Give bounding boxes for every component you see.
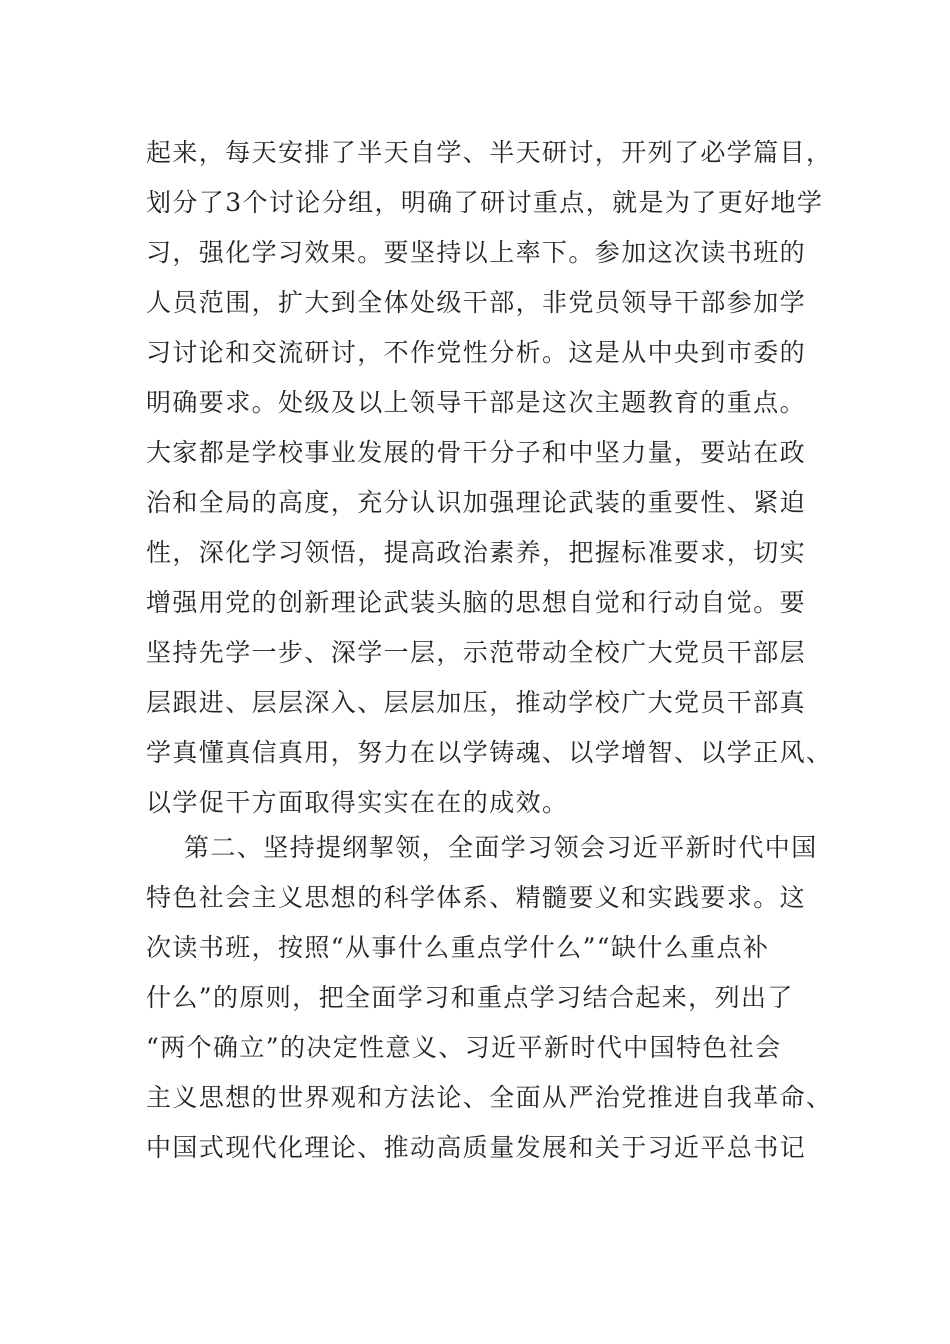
text-line: 主义思想的世界观和方法论、全面从严治党推进自我革命、 <box>146 1083 833 1112</box>
text-line: 学真懂真信真用，努力在以学铸魂、以学增智、以学正风、 <box>146 738 833 767</box>
text-line: 坚持先学一步、深学一层，示范带动全校广大党员干部层 <box>146 638 807 667</box>
text-line: 第二、坚持提纲挈领，全面学习领会习近平新时代中国 <box>184 833 818 862</box>
text-line: 层跟进、层层深入、层层加压，推动学校广大党员干部真 <box>146 688 807 717</box>
text-line: 明确要求。处级及以上领导干部是这次主题教育的重点。 <box>146 388 807 417</box>
text-line: 大家都是学校事业发展的骨干分子和中坚力量，要站在政 <box>146 438 807 467</box>
text-line: 次读书班，按照“从事什么重点学什么”“缺什么重点补 <box>146 933 770 962</box>
text-line: 划分了3个讨论分组，明确了研讨重点，就是为了更好地学 <box>146 188 824 217</box>
text-line: 以学促干方面取得实实在在的成效。 <box>146 788 569 817</box>
text-line: 治和全局的高度，充分认识加强理论武装的重要性、紧迫 <box>146 488 807 517</box>
text-line: 习讨论和交流研讨，不作党性分析。这是从中央到市委的 <box>146 338 807 367</box>
text-line: 起来，每天安排了半天自学、半天研讨，开列了必学篇目， <box>146 138 833 167</box>
paragraph-continued <box>146 128 833 828</box>
text-line: 中国式现代化理论、推动高质量发展和关于习近平总书记 <box>146 1133 807 1162</box>
text-line: 性，深化学习领悟，提高政治素养，把握标准要求，切实 <box>146 538 807 567</box>
paragraph-second-point <box>146 823 833 1173</box>
text-line: 特色社会主义思想的科学体系、精髓要义和实践要求。这 <box>146 883 807 912</box>
text-line: 什么”的原则，把全面学习和重点学习结合起来，列出了 <box>146 983 794 1012</box>
text-line: 人员范围，扩大到全体处级干部，非党员领导干部参加学 <box>146 288 807 317</box>
text-line: 增强用党的创新理论武装头脑的思想自觉和行动自觉。要 <box>146 588 807 617</box>
text-line: 习，强化学习效果。要坚持以上率下。参加这次读书班的 <box>146 238 807 267</box>
text-line: “两个确立”的决定性意义、习近平新时代中国特色社会 <box>146 1033 782 1062</box>
